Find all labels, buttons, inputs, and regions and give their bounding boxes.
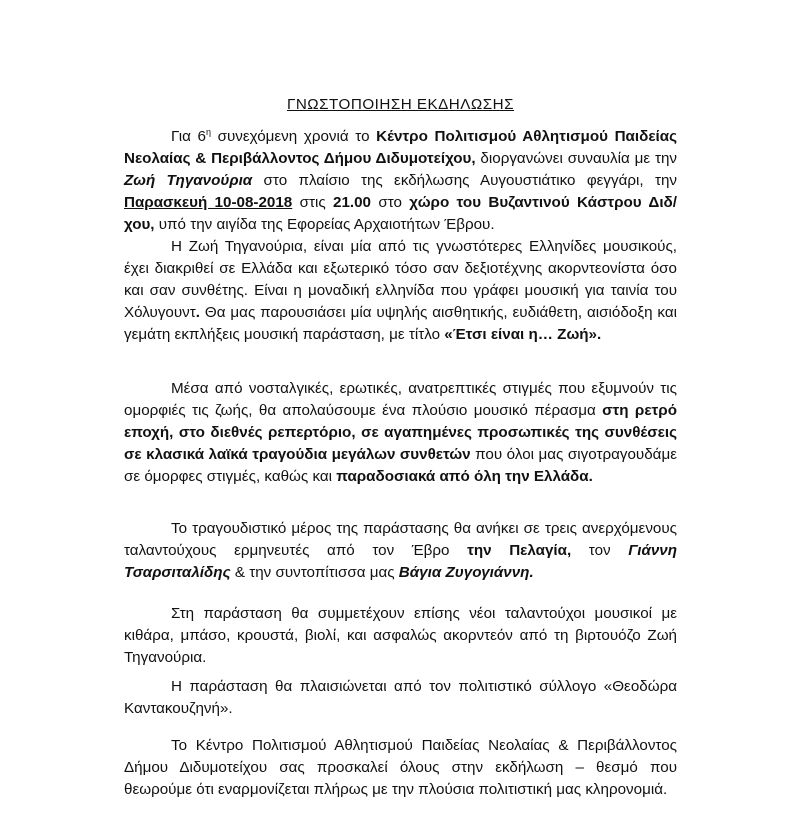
text: Το Κέντρο Πολιτισμού Αθλητισμού Παιδείας Νεολαίας & Περιβάλλοντος Δήμου Διδυμοτείχου σας προσκαλεί όλους στην εκδήλωση – θεσμό που θεωρούμε ότι εναρμονίζεται πλήρως με την πλούσια πολιτιστική μας κληρονομιά. — [124, 737, 677, 798]
paragraph-program — [124, 378, 677, 488]
text: στο — [371, 194, 410, 211]
singer-name: Βάγια Ζυγογιάννη. — [398, 564, 534, 581]
text: Το τραγουδιστικό μέρος της παράστασης θα ανήκει σε τρεις ανερχόμενους ταλαντούχους ερμηνευτές από τον Έβρο — [124, 520, 677, 559]
paragraph-association — [124, 676, 677, 720]
paragraph-invitation — [124, 735, 677, 801]
ordinal-suffix: η — [205, 126, 211, 137]
text: & την συντοπίτισσα μας — [230, 564, 399, 581]
show-title: «Έτσι είναι η… Ζωή». — [444, 326, 602, 343]
program-highlight: παραδοσιακά από όλη την Ελλάδα. — [336, 468, 593, 485]
organizer-name: Κέντρο Πολιτισμού Αθλητισμού Παιδείας Νεολαίας & Περιβάλλοντος Δήμου Διδυμοτείχου, — [124, 128, 677, 167]
text: Μέσα από νοσταλγικές, ερωτικές, ανατρεπτικές στιγμές που εξυμνούν τις ομορφιές τις ζωής, θα απολαύσουμε ένα πλούσιο μουσικό πέρασμα — [124, 380, 677, 419]
event-time: 21.00 — [333, 194, 372, 211]
text: στο πλαίσιο της εκδήλωσης Αυγουστιάτικο φεγγάρι, την — [252, 172, 677, 189]
event-venue: χώρο του Βυζαντινού Κάστρου Διδ/χου, — [124, 194, 677, 233]
text: τον — [571, 542, 629, 559]
text: που όλοι μας σιγοτραγουδάμε σε όμορφες στιγμές, καθώς και — [124, 446, 677, 485]
singer-name: Γιάννη Τσαρσιταλίδης — [124, 542, 678, 581]
text: Για 6 — [171, 128, 206, 145]
text: Η παράσταση θα πλαισιώνεται από τον πολιτιστικό σύλλογο «Θεοδώρα Καντακουζηνή». — [124, 678, 677, 717]
program-highlight: στη ρετρό εποχή, στο διεθνές ρεπερτόριο, σε αγαπημένες προσωπικές της συνθέσεις σε κλασικά λαϊκά τραγούδια μεγάλων συνθετών — [124, 402, 677, 463]
document-title: ΓΝΩΣΤΟΠΟΙΗΣΗ ΕΚΔΗΛΩΣΗΣ — [286, 96, 515, 113]
text: συνεχόμενη χρονιά το — [210, 128, 377, 145]
event-date: Παρασκευή 10-08-2018 — [124, 194, 293, 211]
text: διοργανώνει συναυλία με την — [475, 150, 677, 167]
paragraph-artist — [124, 236, 677, 346]
text: στις — [292, 194, 333, 211]
text: Θα μας παρουσιάσει μία υψηλής αισθητικής, ευδιάθετη, αισιόδοξη και γεμάτη εκπλήξεις μουσική παράσταση, με τίτλο — [124, 304, 677, 343]
paragraph-intro — [124, 126, 677, 236]
text: . — [195, 304, 200, 321]
paragraph-singers — [124, 518, 677, 584]
singer-name: την Πελαγία, — [467, 542, 572, 559]
text: Στη παράσταση θα συμμετέχουν επίσης νέοι ταλαντούχοι μουσικοί με κιθάρα, μπάσο, κρουστά, βιολί, και ασφαλώς ακορντεόν από τη βιρτουόζο Ζωή Τηγανούρια. — [124, 605, 677, 666]
text: Η Ζωή Τηγανούρια, είναι μία από τις γνωστότερες Ελληνίδες μουσικούς, έχει διακριθεί σε Ελλάδα και εξωτερικό τόσο σαν δεξιοτέχνης ακορντεονίστα όσο και σαν συνθέτης. Είναι η μοναδική ελληνίδα που γράφει μουσική για ταινία του Χόλυγουντ — [124, 238, 677, 321]
artist-name: Ζωή Τηγανούρια — [124, 172, 253, 189]
paragraph-musicians — [124, 603, 677, 669]
text: υπό την αιγίδα της Εφορείας Αρχαιοτήτων Έβρου. — [154, 216, 495, 233]
